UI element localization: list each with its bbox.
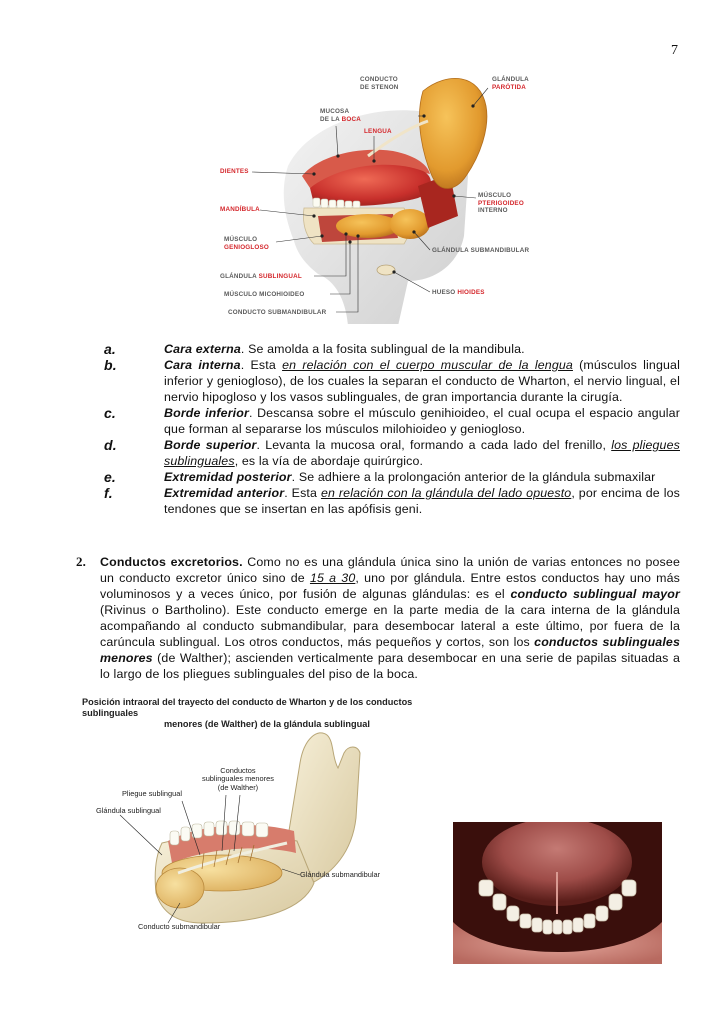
label-hioides: HUESO HIOIDES [432,289,485,296]
list-item: e. Extremidad posterior. Se adhiere a la prolongación anterior de la glándula submaxilar [104,469,656,485]
salivary-glands-illustration [218,66,540,324]
label-sublingual: GLÁNDULA SUBLINGUAL [220,273,302,280]
label-conducto-submandibular: Conducto submandibular [138,922,221,931]
label-glandula-sublingual: Glándula sublingual [96,806,161,815]
intraoral-ducts-illustration [82,723,450,938]
figure-caption: Posición intraoral del trayecto del conducto de Wharton y de los conductos sublinguales menores (de Walther) de la glándula sublingual [82,697,413,729]
gland-surfaces-list [104,341,680,517]
list-item: f. Extremidad anterior. Esta en relación con la glándula del lado opuesto, por encima de los tendones que se insertan en las apófisis geni. [104,485,681,516]
section-paragraph: Conductos excretorios. Como no es una glándula única sino la unión de varias entonces no posee un conducto excretor único sino de 15 a 30, uno por glándula. Entre estos conductos hay uno más voluminosos y a veces único, por fusión de algunas glándulas: es el conducto sublingual mayor (Rivinus o Bartholino). Este conducto emerge en la parte media de la cara interna de la glándula acompañando al conducto submandibular, para desembocar lateral a este último, por fuera de la carúncula sublingual. Los otros conductos, más pequeños y cortos, son los conductos sublinguales menores (de Walther); ascienden verticalmente para desembocar en una serie de papilas situadas a lo largo de los pliegues sublinguales del piso de la boca. [100,555,681,681]
label-pliegue-sublingual: Pliegue sublingual [122,789,182,798]
label-geniogloso: MÚSCULO GENIOGLOSO [224,236,270,251]
list-item: a. Cara externa. Se amolda a la fosita sublingual de la mandibula. [104,341,525,357]
label-conducto-submandibular: CONDUCTO SUBMANDIBULAR [228,309,327,316]
label-dientes: DIENTES [220,168,249,175]
page-number: 7 [671,43,678,58]
section-conductos-excretorios [76,554,680,682]
label-mucosa: MUCOSA DE LA BOCA [320,108,361,123]
label-milohioideo: MÚSCULO MICOHIOIDEO [224,291,305,298]
list-item: c. Borde inferior. Descansa sobre el músculo genihioideo, el cual ocupa el espacio angular que forman al separarse los músculos milohioideo y geniogloso. [104,405,680,436]
list-item: b. Cara interna. Esta en relación con el cuerpo muscular de la lengua (músculos lingual inferior y geniogloso), de los cuales la separan el conducto de Wharton, el nervio lingual, el nervio hipogloso y los vasos sublinguales, de gran importancia durante la cirugía. [104,357,681,404]
label-stenon: CONDUCTO DE STENON [360,76,399,91]
list-item: d. Borde superior. Levanta la mucosa oral, formando a cada lado del frenillo, los pliegues sublinguales, es la vía de abordaje quirúrgico. [104,437,680,468]
section-number: 2. [76,554,87,569]
label-conductos-menores: Conductos sublinguales menores (de Walther) [202,766,274,792]
label-lengua: LENGUA [364,128,392,135]
label-parotida: GLÁNDULA PARÓTIDA [492,76,529,91]
label-pterigoideo: MÚSCULO PTERIGOIDEO INTERNO [478,192,524,214]
mouth-floor-photo [453,822,662,964]
label-glandula-submandibular: Glándula submandibular [300,870,381,879]
label-submandibular: GLÁNDULA SUBMANDIBULAR [432,247,530,254]
label-mandibula: MANDÍBULA [220,206,260,213]
